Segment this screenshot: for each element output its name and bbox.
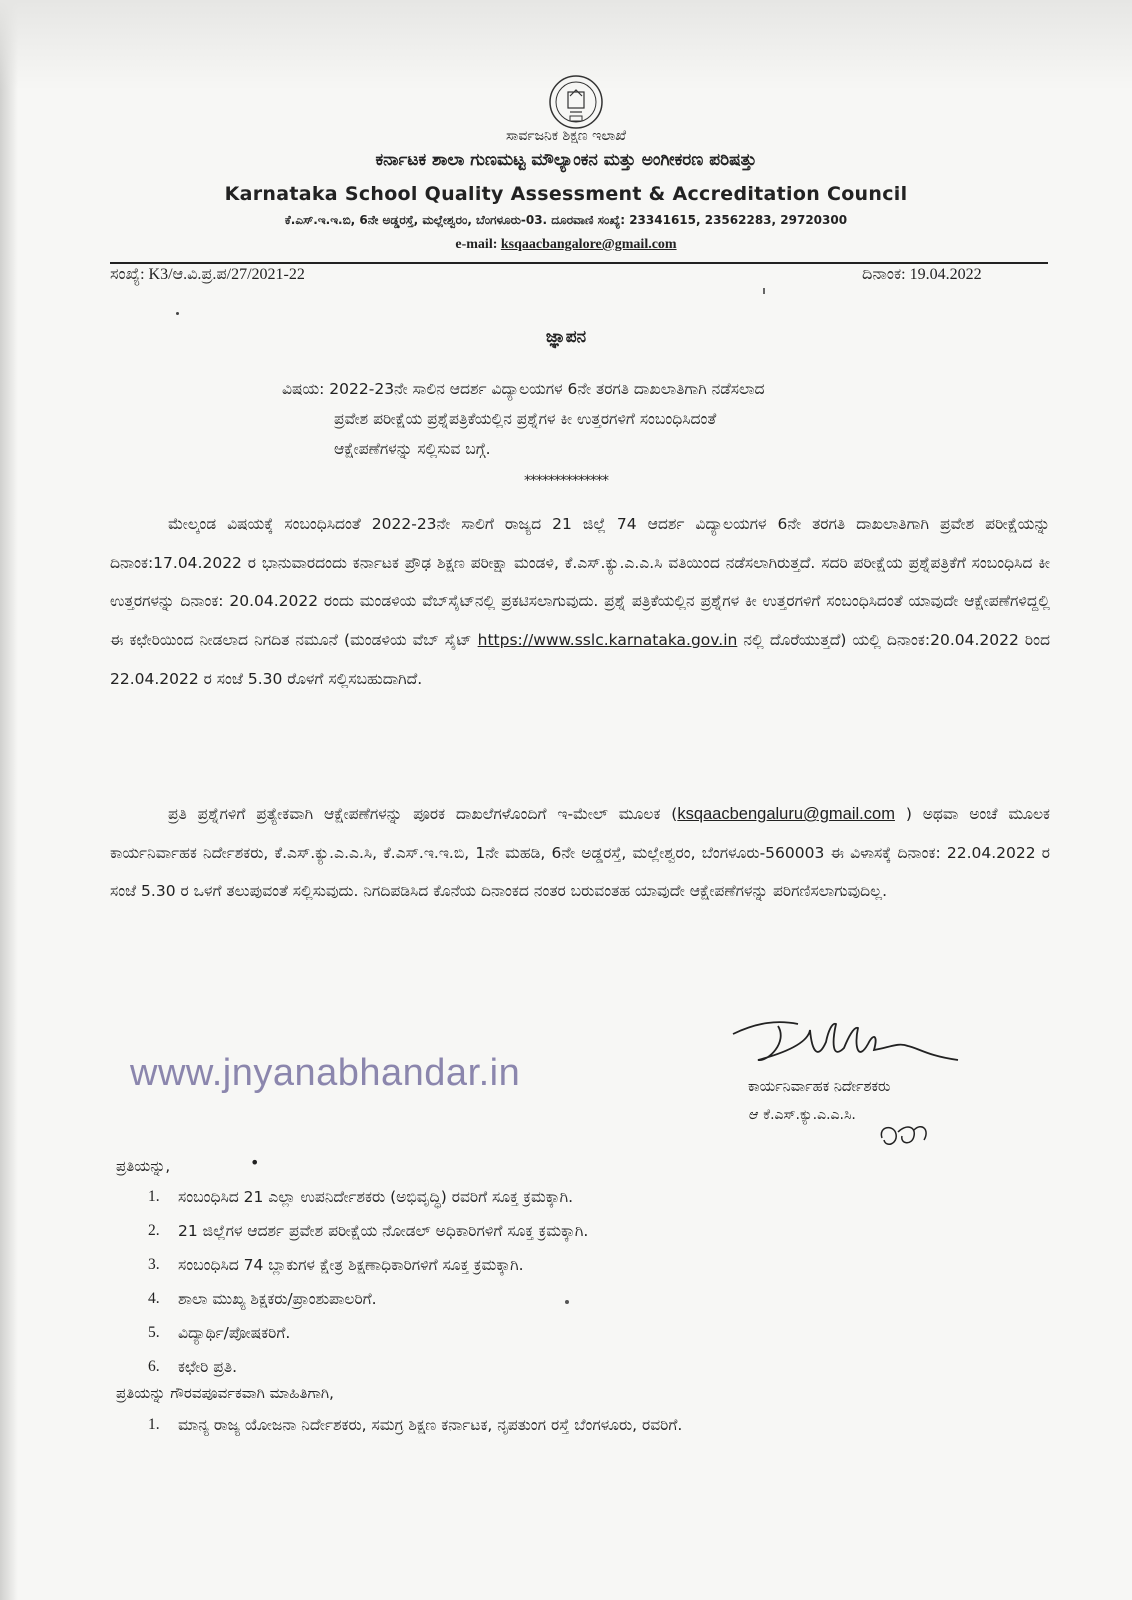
subject-line-2: ಪ್ರವೇಶ ಪರೀಕ್ಷೆಯ ಪ್ರಶ್ನೆಪತ್ರಿಕೆಯಲ್ಲಿನ ಪ್ರಶ್ನೆಗಳ ಕೀ ಉತ್ತರಗಳಿಗೆ ಸಂಬಂಧಿಸಿದಂತೆ <box>334 410 717 428</box>
signatory-org-name: ಕೆ.ಎಸ್.ಕ್ಯು.ಎ.ಎ.ಸಿ. <box>763 1107 856 1123</box>
initials-scribble-icon <box>876 1120 932 1150</box>
department-name: ಸಾರ್ವಜನಿಕ ಶಿಕ್ಷಣ ಇಲಾಖೆ <box>505 128 627 144</box>
signatory-title: ಕಾರ್ಯನಿರ್ವಾಹಕ ನಿರ್ದೇಶಕರು <box>748 1079 891 1095</box>
document-date: ದಿನಾಂಕ: 19.04.2022 <box>862 266 982 283</box>
paragraph-2-text-a: ಪ್ರತಿ ಪ್ರಶ್ನೆಗಳಿಗೆ ಪ್ರತ್ಯೇಕವಾಗಿ ಆಕ್ಷೇಪಣೆಗಳನ್ನು ಪೂರಕ ದಾಖಲೆಗಳೊಂದಿಗೆ ಇ-ಮೇಲ್ ಮೂಲಕ ( <box>168 805 678 823</box>
body-paragraph-1 <box>110 505 1050 699</box>
council-name-english: Karnataka School Quality Assessment & Accreditation Council <box>224 183 908 205</box>
karnataka-emblem-icon <box>548 74 604 130</box>
info-copies-label: ಪ್ರತಿಯನ್ನು ಗೌರವಪೂರ್ವಕವಾಗಿ ಮಾಹಿತಿಗಾಗಿ, <box>116 1384 334 1402</box>
council-name-kannada: ಕರ್ನಾಟಕ ಶಾಲಾ ಗುಣಮಟ್ಟ ಮೌಲ್ಯಾಂಕನ ಮತ್ತು ಅಂಗೀಕರಣ ಪರಿಷತ್ತು <box>375 150 757 170</box>
memo-title: ಜ್ಞಾಪನ <box>545 327 587 347</box>
list-item: 4. ಶಾಲಾ ಮುಖ್ಯ ಶಿಕ್ಷಕರು/ಪ್ರಾಂಶುಪಾಲರಿಗೆ. <box>148 1290 377 1308</box>
list-item: 6. ಕಛೇರಿ ಪ್ರತಿ. <box>148 1358 238 1376</box>
council-address: ಕೆ.ಎಸ್.ಇ.ಇ.ಬಿ, 6ನೇ ಅಡ್ಡರಸ್ತೆ, ಮಲ್ಲೇಶ್ವರಂ, ಬೆಂಗಳೂರು-03. ದೂರವಾಣಿ ಸಂಖ್ಯೆ: 23341615, 23562283, 29720300 <box>284 213 848 227</box>
copies-label: ಪ್ರತಿಯನ್ನು, <box>116 1157 171 1175</box>
paragraph-1-text-b: ನಲ್ಲಿ ದೊರೆಯುತ್ತದೆ) ಯಲ್ಲಿ ದಿನಾಂಕ:20.04.2022 ರಿಂದ 22.04.2022 ರ ಸಂಜೆ 5.30 ರೊಳಗೆ ಸಲ್ಲಿಸಬಹುದಾಗಿದೆ. <box>110 631 1050 688</box>
scan-speck <box>763 288 765 294</box>
subject-line-3: ಆಕ್ಷೇಪಣೆಗಳನ್ನು ಸಲ್ಲಿಸುವ ಬಗ್ಗೆ. <box>334 440 491 458</box>
copies-list <box>148 1180 588 1384</box>
list-item: 2. 21 ಜಿಲ್ಲೆಗಳ ಆದರ್ಶ ಪ್ರವೇಶ ಪರೀಕ್ಷೆಯ ನೋಡಲ್ ಅಧಿಕಾರಿಗಳಿಗೆ ಸೂಕ್ತ ಕ್ರಮಕ್ಕಾಗಿ. <box>148 1222 589 1240</box>
scan-speck <box>176 312 179 315</box>
header-email-line <box>0 237 1132 253</box>
copies-dot: • <box>250 1153 260 1172</box>
reference-number: ಸಂಖ್ಯೆ: K3/ಆ.ವಿ.ಪ್ರ.ಪ/27/2021-22 <box>110 266 305 283</box>
objection-email-link[interactable]: ksqaacbengaluru@gmail.com <box>677 805 895 823</box>
header-email[interactable]: ksqaacbangalore@gmail.com <box>500 237 677 252</box>
info-copies-list <box>148 1408 682 1442</box>
watermark: www.jnyanabhandar.in <box>130 1052 521 1094</box>
signatory-initial-mark: ಆ <box>748 1107 758 1123</box>
signatory-org <box>748 1107 856 1123</box>
subject-block <box>282 374 1052 464</box>
subject-line-1: ವಿಷಯ: 2022-23ನೇ ಸಾಲಿನ ಆದರ್ಶ ವಿದ್ಯಾಲಯಗಳ 6ನೇ ತರಗತಿ ದಾಖಲಾತಿಗಾಗಿ ನಡೆಸಲಾದ <box>282 380 765 398</box>
header-divider <box>110 262 1048 264</box>
body-paragraph-2 <box>110 795 1050 911</box>
list-item: 1. ಸಂಬಂಧಿಸಿದ 21 ಎಲ್ಲಾ ಉಪನಿರ್ದೇಶಕರು (ಅಭಿವೃದ್ಧಿ) ರವರಿಗೆ ಸೂಕ್ತ ಕ್ರಮಕ್ಕಾಗಿ. <box>148 1188 574 1206</box>
paragraph-1-text-a: ಮೇಲ್ಕಂಡ ವಿಷಯಕ್ಕೆ ಸಂಬಂಧಿಸಿದಂತೆ 2022-23ನೇ ಸಾಲಿಗೆ ರಾಜ್ಯದ 21 ಜಿಲ್ಲೆ 74 ಆದರ್ಶ ವಿದ್ಯಾಲಯಗಳ 6ನೇ ತರಗತಿ ದಾಖಲಾತಿಗಾಗಿ ಪ್ರವೇಶ ಪರೀಕ್ಷೆಯನ್ನು ದಿನಾಂಕ:17.04.2022 ರ ಭಾನುವಾರದಂದು ಕರ್ನಾಟಕ ಪ್ರೌಢ ಶಿಕ್ಷಣ ಪರೀಕ್ಷಾ ಮಂಡಳಿ, ಕೆ.ಎಸ್.ಕ್ಯು.ಎ.ಎ.ಸಿ ವತಿಯಿಂದ ನಡೆಸಲಾಗಿರುತ್ತದೆ. ಸದರಿ ಪರೀಕ್ಷೆಯ ಪ್ರಶ್ನೆಪತ್ರಿಕೆಗೆ ಸಂಬಂಧಿಸಿದ ಕೀ ಉತ್ತರಗಳನ್ನು ದಿನಾಂಕ: 20.04.2022 ರಂದು ಮಂಡಳಿಯ ವೆಬ್‌ಸೈಟ್‌ನಲ್ಲಿ ಪ್ರಕಟಿಸಲಾಗುವುದು. ಪ್ರಶ್ನೆ ಪತ್ರಿಕೆಯಲ್ಲಿನ ಪ್ರಶ್ನೆಗಳ ಕೀ ಉತ್ತರಗಳಿಗೆ ಸಂಬಂಧಿಸಿದಂತೆ ಯಾವುದೇ ಆಕ್ಷೇಪಣೆಗಳಿದ್ದಲ್ಲಿ ಈ ಕಛೇರಿಯಿಂದ ನೀಡಲಾದ ನಿಗದಿತ ನಮೂನೆ (ಮಂಡಳಿಯ ವೆಬ್ ಸೈಟ್ <box>110 515 1050 650</box>
signature-icon <box>728 1012 980 1080</box>
sslc-website-link[interactable]: https://www.sslc.karnataka.gov.in <box>477 631 738 650</box>
list-item: 5. ವಿದ್ಯಾರ್ಥಿ/ಪೋಷಕರಿಗೆ. <box>148 1324 291 1342</box>
paragraph-2-text-b: ) ಅಥವಾ ಅಂಚೆ ಮೂಲಕ ಕಾರ್ಯನಿರ್ವಾಹಕ ನಿರ್ದೇಶಕರು, ಕೆ.ಎಸ್.ಕ್ಯು.ಎ.ಎ.ಸಿ, ಕೆ.ಎಸ್.ಇ.ಇ.ಬಿ, 1ನೇ ಮಹಡಿ, 6ನೇ ಅಡ್ಡರಸ್ತೆ, ಮಲ್ಲೇಶ್ವರಂ, ಬೆಂಗಳೂರು-560003 ಈ ವಿಳಾಸಕ್ಕೆ ದಿನಾಂಕ: 22.04.2022 ರ ಸಂಜೆ 5.30 ರ ಒಳಗೆ ತಲುಪುವಂತೆ ಸಲ್ಲಿಸುವುದು. ನಿಗದಿಪಡಿಸಿದ ಕೊನೆಯ ದಿನಾಂಕದ ನಂತರ ಬರುವಂತಹ ಯಾವುದೇ ಆಕ್ಷೇಪಣೆಗಳನ್ನು ಪರಿಗಣಿಸಲಾಗುವುದಿಲ್ಲ. <box>110 805 1050 901</box>
email-label: e-mail: <box>455 237 498 252</box>
separator-stars: ************** <box>524 473 608 489</box>
scan-speck <box>565 1300 569 1304</box>
list-item: 1. ಮಾನ್ಯ ರಾಜ್ಯ ಯೋಜನಾ ನಿರ್ದೇಶಕರು, ಸಮಗ್ರ ಶಿಕ್ಷಣ ಕರ್ನಾಟಕ, ನೃಪತುಂಗ ರಸ್ತೆ ಬೆಂಗಳೂರು, ರವರಿಗೆ. <box>148 1416 683 1434</box>
list-item: 3. ಸಂಬಂಧಿಸಿದ 74 ಬ್ಲಾಕುಗಳ ಕ್ಷೇತ್ರ ಶಿಕ್ಷಣಾಧಿಕಾರಿಗಳಿಗೆ ಸೂಕ್ತ ಕ್ರಮಕ್ಕಾಗಿ. <box>148 1256 524 1274</box>
